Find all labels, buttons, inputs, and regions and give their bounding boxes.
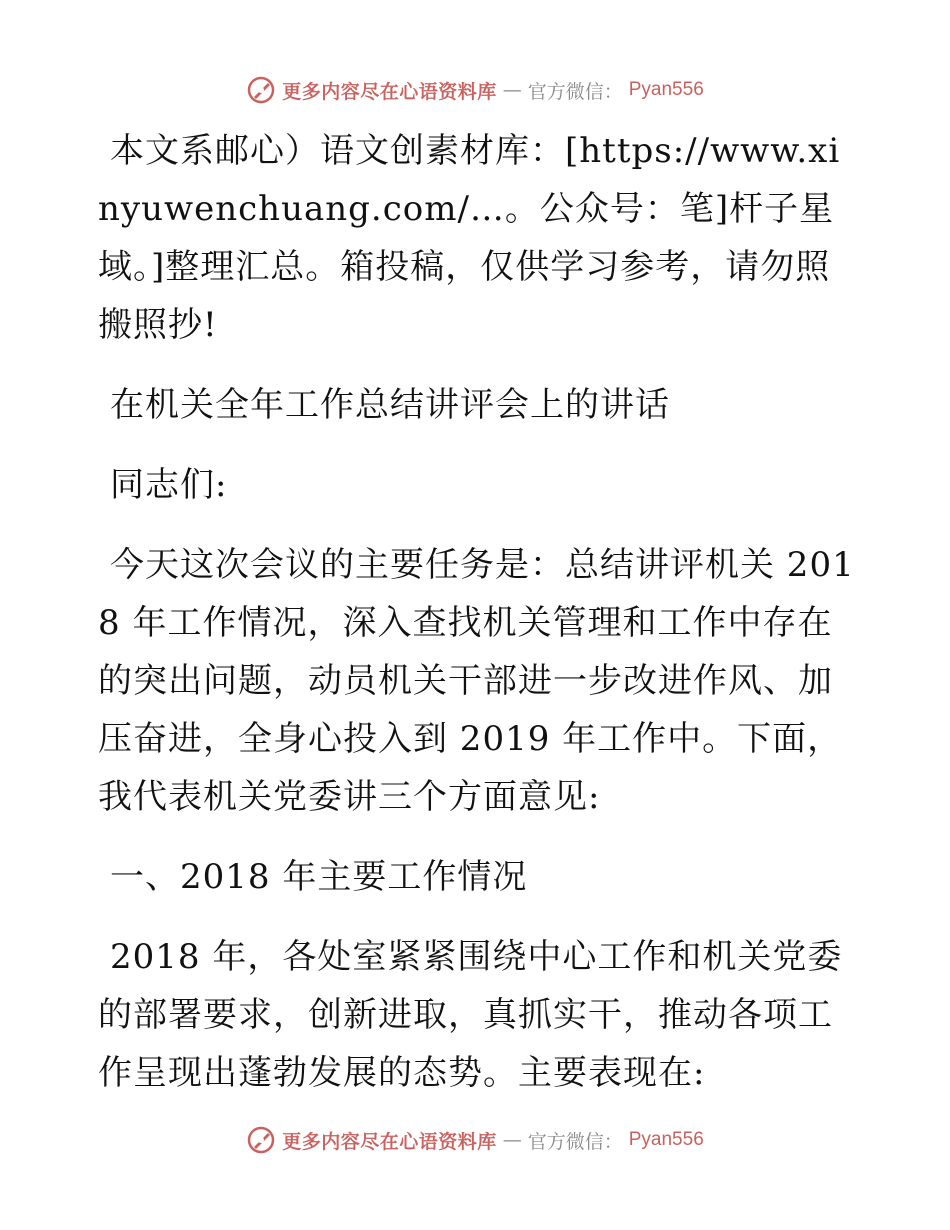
section-heading (98, 848, 858, 906)
banner-wechat-id: Pyan556 (628, 1129, 704, 1150)
document-body (98, 122, 858, 1124)
salutation-text: 同志们: (110, 465, 228, 505)
salutation (98, 456, 858, 514)
source-notice-text: 本文系邮心）语文创素材库：[https://www.xinyuwenchuang.com/…。公众号：笔]杆子星域。]整理汇总。箱投稿，仅供学习参考，请勿照搬照抄! (98, 131, 841, 345)
banner-dash: — (502, 1129, 522, 1151)
banner-dash: — (502, 79, 522, 101)
section-paragraph (98, 928, 858, 1102)
speech-title-text: 在机关全年工作总结讲评会上的讲话 (110, 385, 670, 425)
section-body-text: 2018 年，各处室紧紧围绕中心工作和机关党委的部署要求，创新进取，真抓实干，推动各项工作呈现出蓬勃发展的态势。主要表现在: (98, 937, 843, 1093)
banner-wechat-id: Pyan556 (628, 79, 704, 100)
banner-main-text: 更多内容尽在心语资料库 (282, 1130, 497, 1153)
intro-paragraph (98, 536, 858, 826)
quill-pen-circle-icon (246, 75, 276, 105)
watermark-banner-bottom (0, 1120, 950, 1160)
banner-official-label: 官方微信： (527, 80, 623, 103)
speech-title (98, 376, 858, 434)
quill-pen-circle-icon (246, 1125, 276, 1155)
banner-main-text: 更多内容尽在心语资料库 (282, 80, 497, 103)
section-heading-text: 一、2018 年主要工作情况 (110, 857, 528, 897)
watermark-banner-top (0, 70, 950, 110)
banner-official-label: 官方微信： (527, 1130, 623, 1153)
source-notice (98, 122, 858, 354)
intro-text: 今天这次会议的主要任务是：总结讲评机关 2018 年工作情况，深入查找机关管理和工作中存在的突出问题，动员机关干部进一步改进作风、加压奋进，全身心投入到 2019 年工作中。下面，我代表机关党委讲三个方面意见: (98, 545, 855, 817)
